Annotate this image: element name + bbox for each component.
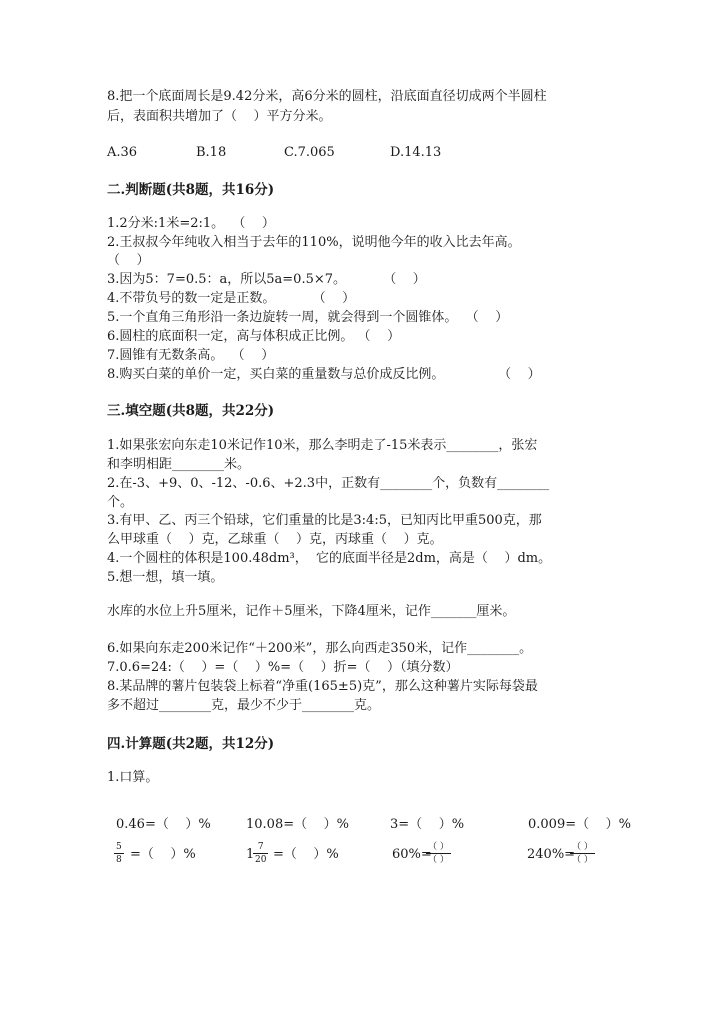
judge-item-2-bracket: （ ） xyxy=(107,253,150,268)
option-b: B.18 xyxy=(196,145,227,160)
option-c: C.7.065 xyxy=(284,145,335,160)
fill-item-6: 6.如果向东走200米记作“＋200米”，那么向西走350米，记作________。 xyxy=(107,641,533,656)
judge-item-3: 3.因为5：7=0.5：a，所以5a=0.5×7。 （ ） xyxy=(107,272,426,287)
calc-row1-expr-4: 0.009=（ ）% xyxy=(528,817,631,832)
fill-item-4: 4.一个圆柱的体积是100.48dm³， 它的底面半径是2dm，高是（ ）dm。 xyxy=(107,551,552,566)
calc-row2-expr-2-tail: =（ ）% xyxy=(273,847,339,862)
calc-row1-expr-1: 0.46=（ ）% xyxy=(116,817,211,832)
fraction-denominator: （ ） xyxy=(428,855,449,865)
fraction-bar xyxy=(253,853,268,854)
fraction-denominator: 8 xyxy=(116,855,122,865)
fraction-numerator: （ ） xyxy=(428,842,449,852)
question-8-line-2: 后，表面积共增加了（ ）平方分米。 xyxy=(107,109,332,124)
fraction-blank-4 xyxy=(570,842,595,865)
option-a: A.36 xyxy=(107,145,138,160)
calc-item-1: 1.口算。 xyxy=(107,770,159,785)
fill-item-8-line-1: 8.某品牌的薯片包装袋上标着“净重(165±5)克”，那么这种薯片实际每袋最 xyxy=(107,679,538,694)
section-4-title: 四.计算题(共2题，共12分) xyxy=(107,736,275,752)
calc-row1-expr-2: 10.08=（ ）% xyxy=(246,817,349,832)
judge-item-7: 7.圆锥有无数条高。 （ ） xyxy=(107,348,275,363)
fraction-numerator: 7 xyxy=(257,842,264,852)
option-d: D.14.13 xyxy=(390,145,442,160)
fraction-numerator: 5 xyxy=(116,842,122,852)
fill-item-5-text: 水库的水位上升5厘米，记作＋5厘米，下降4厘米，记作_______厘米。 xyxy=(107,604,516,619)
section-3-title: 三.填空题(共8题，共22分) xyxy=(107,403,275,419)
fill-item-1-line-2: 和李明相距________米。 xyxy=(107,457,251,472)
fraction-5-8 xyxy=(114,842,124,865)
fill-item-2-line-2: 个。 xyxy=(107,495,134,510)
fraction-7-20 xyxy=(253,842,268,865)
section-2-title: 二.判断题(共8题，共16分) xyxy=(107,182,275,198)
calc-row1-expr-3: 3=（ ）% xyxy=(390,817,465,832)
fraction-bar xyxy=(426,853,451,854)
mixed-number-whole: 1 xyxy=(246,847,255,862)
calc-row2-expr-4-lead: 240%= xyxy=(527,847,576,862)
fill-item-2-line-1: 2.在-3、+9、0、-12、-0.6、+2.3中，正数有________个，负数有________ xyxy=(107,476,550,491)
fill-item-1-line-1: 1.如果张宏向东走10米记作10米，那么李明走了-15米表示________，张宏 xyxy=(107,438,538,453)
fraction-denominator: （ ） xyxy=(572,855,593,865)
fill-item-3-line-1: 3.有甲、乙、丙三个铅球，它们重量的比是3:4:5，已知丙比甲重500克，那 xyxy=(107,513,542,528)
fraction-bar xyxy=(570,853,595,854)
judge-item-4: 4.不带负号的数一定是正数。 （ ） xyxy=(107,291,356,306)
judge-item-6: 6.圆柱的底面积一定，高与体积成正比例。 （ ） xyxy=(107,329,401,344)
fraction-numerator: （ ） xyxy=(572,842,593,852)
fill-item-8-line-2: 多不超过________克，最少不少于________克。 xyxy=(107,698,381,713)
fraction-denominator: 20 xyxy=(255,855,267,865)
judge-item-1: 1.2分米:1米=2:1。 （ ） xyxy=(107,216,275,231)
calc-row2-expr-1-tail: =（ ）% xyxy=(130,847,196,862)
fraction-bar xyxy=(114,853,124,854)
fraction-blank-3 xyxy=(426,842,451,865)
judge-item-5: 5.一个直角三角形沿一条边旋转一周，就会得到一个圆锥体。 （ ） xyxy=(107,310,509,325)
fill-item-3-line-2: 么甲球重（ ）克，乙球重（ ）克，丙球重（ ）克。 xyxy=(107,532,443,547)
calc-row2-expr-3-lead: 60%= xyxy=(392,847,432,862)
judge-item-8: 8.购买白菜的单价一定，买白菜的重量数与总价成反比例。 （ ） xyxy=(107,367,541,382)
question-8-line-1: 8.把一个底面周长是9.42分米，高6分米的圆柱，沿底面直径切成两个半圆柱 xyxy=(107,89,547,104)
judge-item-2: 2.王叔叔今年纯收入相当于去年的110%，说明他今年的收入比去年高。 xyxy=(107,235,521,250)
fill-item-7: 7.0.6=24:（ ）=（ ）%=（ ）折=（ ）（填分数） xyxy=(107,660,459,675)
fill-item-5: 5.想一想，填一填。 xyxy=(107,570,224,585)
